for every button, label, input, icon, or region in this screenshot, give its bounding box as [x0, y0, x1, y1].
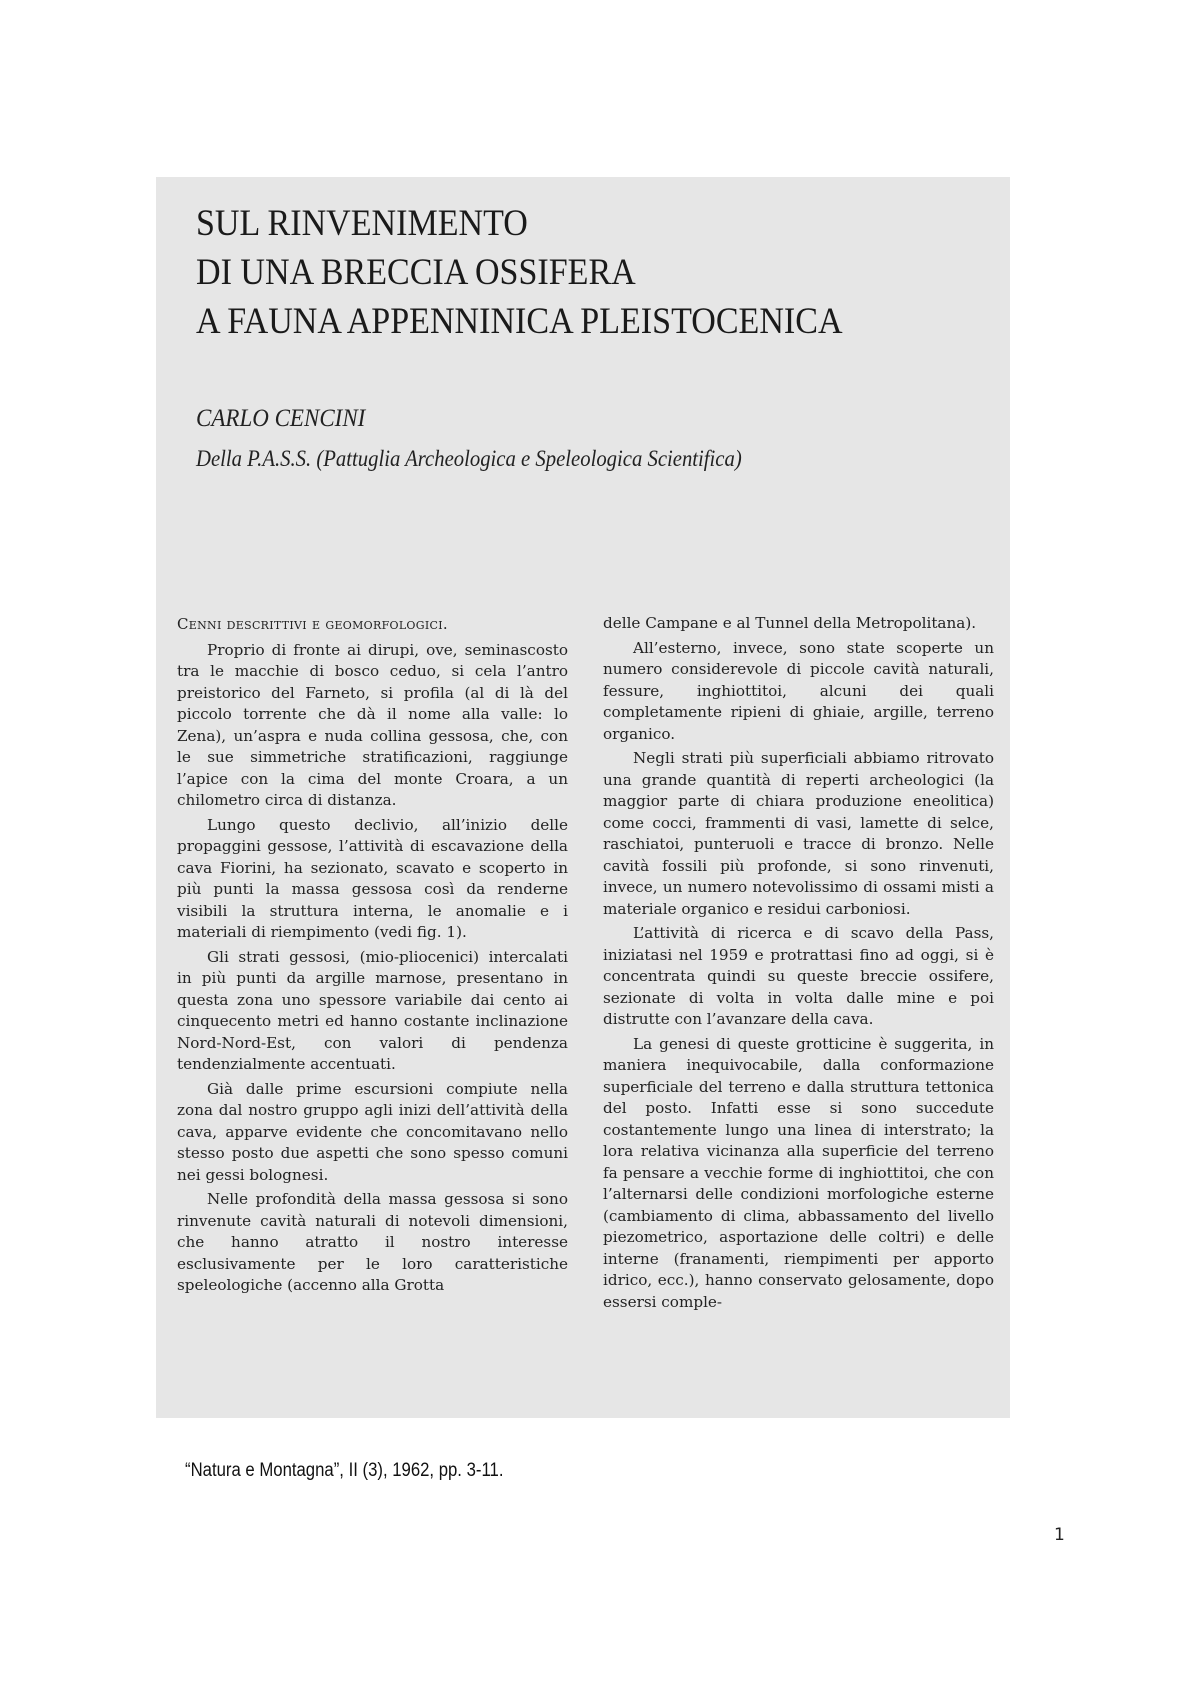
- left-column: [177, 614, 568, 1300]
- author-affiliation: Della P.A.S.S. (Pattuglia Archeologica e Speleologica Scientifica): [196, 446, 742, 471]
- section-heading: Cenni descrittivi e geomorfologici.: [177, 615, 448, 633]
- title-line: A FAUNA APPENNINICA PLEISTOCENICA: [196, 301, 843, 342]
- paragraph: All’esterno, invece, sono state scoperte un numero considerevole di piccole cavità naturali, fessure, inghiottitoi, alcuni dei quali completamente ripieni di ghiaie, argille, terreno organico.: [603, 638, 994, 743]
- right-column: [603, 613, 994, 1316]
- paragraph: L’attività di ricerca e di scavo della Pass, iniziatasi nel 1959 e protrattasi fino ad oggi, si è concentrata quindi su queste breccie ossifere, sezionate di volta in volta dalle mine e poi distrutte con l’avanzare della cava.: [603, 924, 994, 1028]
- paragraph: Lungo questo declivio, all’inizio delle propaggini gessose, l’attività di escavazione della cava Fiorini, ha sezionato, scavato e scoperto in più punti la massa gessosa così da renderne visibili la struttura interna, le anomalie e i materiali di riempimento (vedi fig. 1).: [177, 815, 568, 941]
- paragraph: La genesi di queste grotticine è suggerita, in maniera inequivocabile, dalla conformazione superficiale del terreno e dalla struttura tettonica del posto. Infatti esse si sono succedute costantemente lungo una linea di interstrato; la lora relativa vicinanza alla superficie del terreno fa pensare a vecchie forme di inghiottitoi, che con l’alternarsi delle condizioni morfologiche esterne (cambiamento di clima, abbassamento del livello piezometrico, asportazione delle coltri) e delle interne (franamenti, riempimenti per apporto idrico, ecc.), hanno conservato gelosamente, dopo essersi comple-: [603, 1034, 994, 1311]
- title-line: DI UNA BRECCIA OSSIFERA: [196, 252, 636, 293]
- paragraph: Negli strati più superficiali abbiamo ritrovato una grande quantità di reperti archeologici (la maggior parte di chiara produzione eneolitica) come cocci, frammenti di vasi, lamette di selce, raschiatoi, punteruoli e tracce di bronzo. Nelle cavità fossili più profonde, si sono rinvenuti, invece, un numero notevolissimo di ossami misti a materiale organico e residui carboniosi.: [603, 749, 994, 918]
- source-citation: “Natura e Montagna”, II (3), 1962, pp. 3-11.: [185, 1460, 504, 1481]
- paragraph: delle Campane e al Tunnel della Metropolitana).: [603, 614, 977, 632]
- title-line: SUL RINVENIMENTO: [196, 203, 528, 244]
- paragraph: Già dalle prime escursioni compiute nella zona dal nostro gruppo agli inizi dell’attività della cava, apparve evidente che concomitavano nello stesso posto due aspetti che sono spesso comuni nei gessi bolognesi.: [177, 1079, 568, 1184]
- paragraph: Nelle profondità della massa gessosa si sono rinvenute cavità naturali di notevoli dimensioni, che hanno atratto il nostro interesse esclusivamente per le loro caratteristiche speleologiche (accenno alla Grotta: [177, 1190, 568, 1294]
- paragraph: Proprio di fronte ai dirupi, ove, seminascosto tra le macchie di bosco ceduo, si cela l’antro preistorico del Farneto, si profila (al di là del piccolo torrente che dà il nome alla valle: lo Zena), un’aspra e nuda collina gessosa, che, con le sue simmetriche stratificazioni, raggiunge l’apice con la cima del monte Croara, a un chilometro circa di distanza.: [177, 640, 568, 809]
- paragraph: Gli strati gessosi, (mio-pliocenici) intercalati in più punti da argille marnose, presentano in questa zona uno spessore variabile dai cento ai cinquecento metri ed hanno costante inclinazione Nord-Nord-Est, con valori di pendenza tendenzialmente accentuati.: [177, 947, 568, 1073]
- author-name: CARLO CENCINI: [196, 405, 366, 432]
- article-title: [196, 199, 843, 346]
- scanned-article-page: [156, 177, 1010, 1418]
- page-number: 1: [1054, 1525, 1065, 1545]
